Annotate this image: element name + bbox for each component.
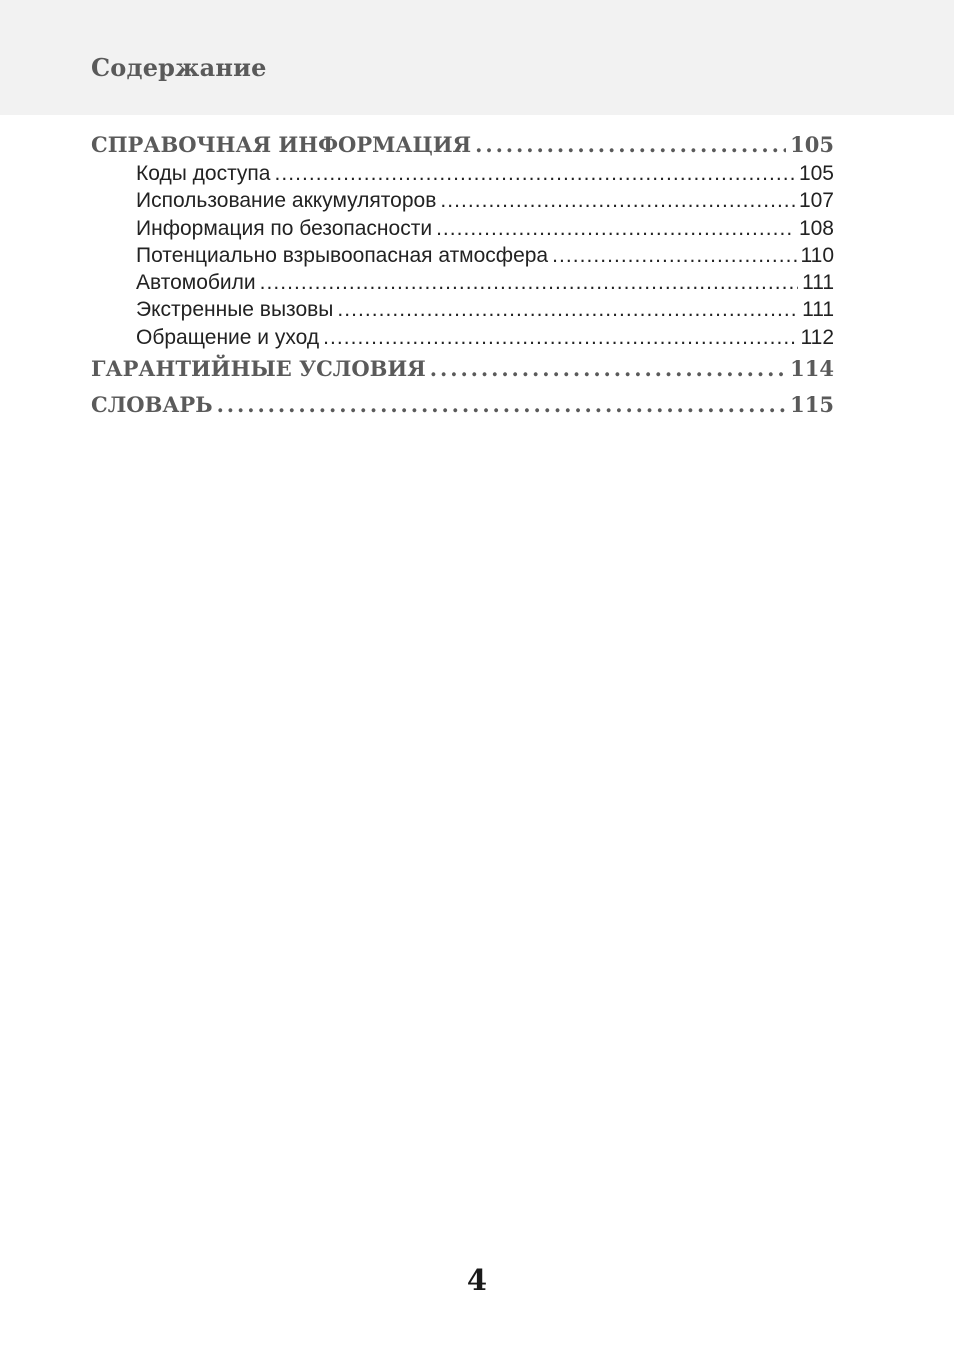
toc-item-explosive-atmosphere[interactable] bbox=[91, 242, 834, 269]
toc-item-label: Экстренные вызовы bbox=[136, 298, 334, 322]
page-number: 4 bbox=[466, 1263, 488, 1297]
dot-leader bbox=[436, 215, 795, 242]
toc-item-care-maintenance[interactable] bbox=[91, 324, 834, 351]
toc-section-label: СПРАВОЧНАЯ ИНФОРМАЦИЯ bbox=[91, 132, 472, 157]
toc-section-page: 114 bbox=[790, 356, 834, 382]
toc-section-label: СЛОВАРЬ bbox=[91, 392, 213, 418]
toc-item-page: 111 bbox=[802, 271, 834, 295]
dot-leader bbox=[217, 387, 787, 423]
dot-leader bbox=[274, 160, 794, 187]
toc-item-label: Обращение и уход bbox=[136, 325, 320, 349]
toc-item-access-codes[interactable] bbox=[91, 160, 834, 187]
dot-leader bbox=[440, 187, 795, 214]
toc-item-label: Использование аккумуляторов bbox=[136, 189, 437, 213]
toc-item-emergency-calls[interactable] bbox=[91, 296, 834, 323]
table-of-contents bbox=[91, 130, 834, 423]
dot-leader bbox=[323, 324, 796, 351]
dot-leader bbox=[260, 269, 798, 296]
toc-item-page: 105 bbox=[798, 162, 834, 185]
toc-item-page: 111 bbox=[802, 298, 834, 322]
dot-leader bbox=[430, 351, 786, 387]
toc-item-page: 108 bbox=[798, 216, 834, 240]
toc-item-battery-usage[interactable] bbox=[91, 187, 834, 214]
dot-leader bbox=[337, 296, 798, 323]
toc-section-reference-info[interactable] bbox=[91, 130, 834, 160]
toc-item-vehicles[interactable] bbox=[91, 269, 834, 296]
dot-leader bbox=[475, 130, 786, 160]
page-title: Содержание bbox=[91, 53, 267, 82]
toc-item-page: 110 bbox=[800, 243, 834, 267]
toc-item-label: Информация по безопасности bbox=[136, 216, 433, 240]
toc-section-label: ГАРАНТИЙНЫЕ УСЛОВИЯ bbox=[91, 356, 426, 382]
toc-item-label: Автомобили bbox=[136, 271, 256, 295]
toc-item-label: Коды доступа bbox=[136, 162, 271, 185]
toc-section-glossary[interactable] bbox=[91, 387, 834, 423]
toc-item-safety-info[interactable] bbox=[91, 215, 834, 242]
toc-section-page: 105 bbox=[790, 132, 834, 157]
toc-item-label: Потенциально взрывоопасная атмосфера bbox=[136, 243, 549, 267]
toc-item-page: 107 bbox=[798, 189, 834, 213]
toc-section-warranty[interactable] bbox=[91, 351, 834, 387]
dot-leader bbox=[552, 242, 796, 269]
toc-item-page: 112 bbox=[800, 325, 834, 349]
toc-section-page: 115 bbox=[790, 392, 834, 418]
